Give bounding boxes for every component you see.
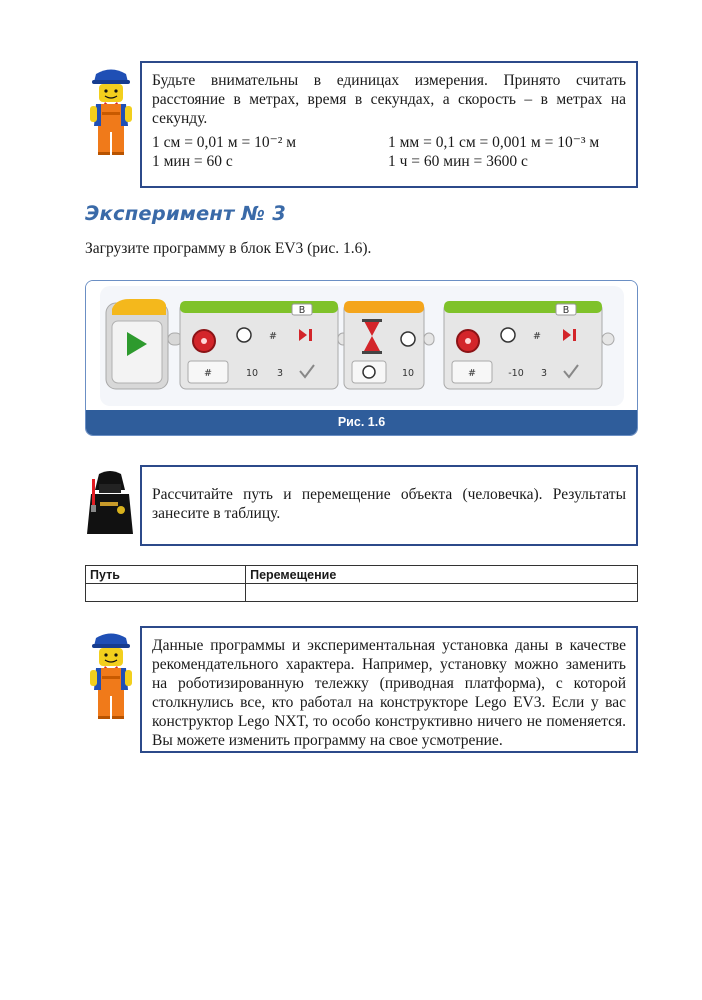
motor-block-1 <box>180 301 348 389</box>
unit-note-text: Будьте внимательны в единицах измерения. Принято считать расстояние в метрах, время в секундах, а скорость – в метрах на секунду. <box>152 72 626 127</box>
table-header-row <box>86 566 638 584</box>
ev3-program-diagram <box>86 281 638 411</box>
displacement-column-header: Перемещение <box>246 566 638 584</box>
wait-value: 10 <box>401 368 415 379</box>
rotations-icon: # <box>533 331 541 342</box>
recommendation-note-text: Данные программы и экспериментальная установка даны в качестве рекомендательного характера. Например, установку можно заменить на роботизированную тележку (приводная платформа), с которой столкнулись все, кто работал на конструкторе Lego EV3. Если у вас конструктор Lego NXT, то особо конструктивно ничего не поменяется. Вы можете изменить программу на свое усмотрение. <box>152 637 626 749</box>
unit-note-box <box>140 61 638 188</box>
mode-icon: # <box>468 368 476 379</box>
unit-conversions <box>152 133 626 171</box>
motor-value: -10 <box>508 368 524 379</box>
program-figure <box>85 280 638 436</box>
experiment-instruction: Загрузите программу в блок EV3 (рис. 1.6). <box>85 240 372 257</box>
speed-gauge-icon <box>501 328 515 342</box>
task-note-text: Рассчитайте путь и перемещение объекта (человечка). Результаты занесите в таблицу. <box>152 486 626 522</box>
results-table <box>85 565 638 602</box>
displacement-cell[interactable] <box>246 584 638 602</box>
rotations-icon: # <box>269 331 277 342</box>
port-label: B <box>562 305 570 316</box>
lego-worker-figure-icon <box>88 68 134 156</box>
port-label: B <box>298 305 306 316</box>
path-column-header: Путь <box>86 566 246 584</box>
lightsaber-icon <box>92 479 95 505</box>
speed-gauge-icon <box>237 328 251 342</box>
motor-value: 3 <box>276 368 284 379</box>
mode-icon: # <box>204 368 212 379</box>
unit-conversion: 1 мм = 0,1 см = 0,001 м = 10⁻³ м <box>388 134 600 151</box>
timer-icon <box>401 332 415 346</box>
path-cell[interactable] <box>86 584 246 602</box>
task-note-box <box>140 465 638 546</box>
motor-value: 3 <box>540 368 548 379</box>
table-row <box>86 584 638 602</box>
motor-block-2 <box>444 301 614 389</box>
darth-vader-figure-icon <box>85 470 135 536</box>
figure-caption: Рис. 1.6 <box>86 410 637 435</box>
lego-worker-figure-icon <box>88 632 134 720</box>
unit-conversion: 1 мин = 60 с <box>152 153 233 170</box>
motor-value: 10 <box>245 368 259 379</box>
unit-conversion: 1 см = 0,01 м = 10⁻² м <box>152 134 297 151</box>
recommendation-note-box <box>140 626 638 753</box>
experiment-title: Эксперимент № 3 <box>85 202 286 225</box>
unit-conversion: 1 ч = 60 мин = 3600 с <box>388 153 528 170</box>
wait-block <box>344 301 434 389</box>
